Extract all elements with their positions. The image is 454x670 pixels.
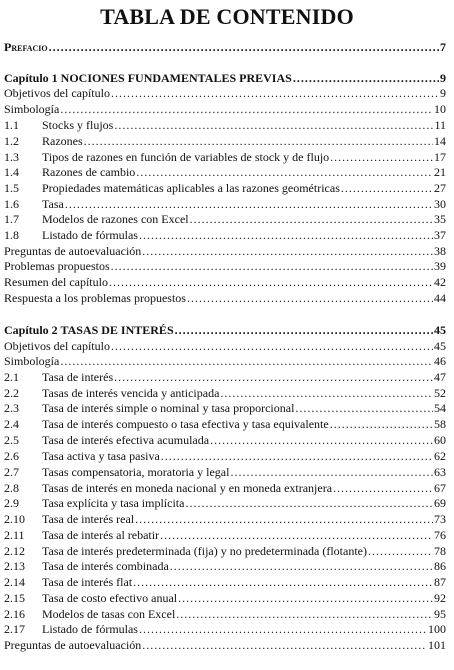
toc-section-1-3: [4, 150, 446, 165]
dot-leader: [109, 275, 433, 290]
page-number: 45: [434, 339, 446, 353]
entry-label: Listado de fórmulas: [42, 228, 138, 242]
dot-leader: [170, 559, 433, 574]
entry-label: Preguntas de autoevaluación: [4, 638, 142, 652]
toc-section-2-15: [4, 591, 446, 606]
page-number: 47: [434, 370, 446, 384]
dot-leader: [330, 150, 433, 165]
entry-label: Tasa de interés simple o nominal y tasa proporcional: [42, 401, 295, 415]
entry-label: Tasa de costo efectivo anual: [42, 591, 178, 605]
toc-section-2-10: [4, 512, 446, 527]
section-number: 2.14: [4, 575, 25, 589]
entry-label: Tasa de interés real: [42, 512, 135, 526]
section-number: 2.4: [4, 417, 19, 431]
section-number: 2.8: [4, 481, 19, 495]
toc-entry: [4, 244, 446, 259]
page-number: 52: [434, 386, 446, 400]
toc-section-2-16: [4, 607, 446, 622]
dot-leader: [176, 607, 433, 622]
page-number: 73: [434, 512, 446, 526]
dot-leader: [114, 118, 433, 133]
dot-leader: [220, 386, 433, 401]
dot-leader: [65, 197, 433, 212]
toc-entry: [4, 323, 446, 338]
entry-label: Tasa de interés: [42, 370, 114, 384]
page-number: 54: [434, 401, 446, 415]
page-number: 67: [434, 481, 446, 495]
dot-leader: [139, 228, 433, 243]
entry-label: Tasas de interés vencida y anticipada: [42, 386, 220, 400]
dot-leader: [161, 449, 433, 464]
entry-label: Modelos de razones con Excel: [42, 212, 189, 226]
page-number: 17: [434, 150, 446, 164]
toc-section-1-1: [4, 118, 446, 133]
entry-label: Tasa activa y tasa pasiva: [42, 449, 160, 463]
dot-leader: [175, 323, 433, 338]
toc-section-2-6: [4, 449, 446, 464]
toc-section-2-14: [4, 575, 446, 590]
section-number: 2.5: [4, 433, 19, 447]
page-number: 62: [434, 449, 446, 463]
entry-label: Razones de cambio: [42, 165, 136, 179]
dot-leader: [187, 291, 433, 306]
page-number: 27: [434, 181, 446, 195]
section-number: 1.3: [4, 150, 19, 164]
toc-section-2-2: [4, 386, 446, 401]
dot-leader: [230, 465, 433, 480]
toc-section-2-9: [4, 496, 446, 511]
page-number: 101: [428, 638, 446, 652]
section-number: 2.11: [4, 528, 25, 542]
page-number: 63: [434, 465, 446, 479]
dot-leader: [49, 40, 439, 55]
toc-section-1-7: [4, 212, 446, 227]
toc-section-2-13: [4, 559, 446, 574]
dot-leader: [368, 544, 433, 559]
dot-leader: [178, 591, 433, 606]
toc-entry: [4, 354, 446, 369]
entry-label: Tasa de interés predeterminada (fija) y no predeterminada (flotante): [42, 544, 368, 558]
page-number: 58: [434, 417, 446, 431]
entry-label: Resumen del capítulo: [4, 275, 108, 289]
dot-leader: [111, 259, 433, 274]
toc-entry: [4, 275, 446, 290]
page-number: 76: [434, 528, 446, 542]
section-number: 2.10: [4, 512, 25, 526]
toc-entry: [4, 291, 446, 306]
entry-label: Modelos de tasas con Excel: [42, 607, 176, 621]
toc-section-1-5: [4, 181, 446, 196]
page-number: 21: [434, 165, 446, 179]
page-number: 14: [434, 134, 446, 148]
toc-section-2-5: [4, 433, 446, 448]
dot-leader: [341, 181, 433, 196]
toc-entry: [4, 259, 446, 274]
section-number: 1.1: [4, 118, 19, 132]
entry-label: Capítulo 2 TASAS DE INTERÉS: [4, 323, 174, 337]
toc-entry: [4, 638, 446, 653]
toc-section-2-8: [4, 481, 446, 496]
page-number: 100: [428, 622, 446, 636]
page-number: 69: [434, 496, 446, 510]
section-number: 2.3: [4, 401, 19, 415]
dot-leader: [160, 528, 433, 543]
entry-label: Propiedades matemáticas aplicables a las razones geométricas: [42, 181, 340, 195]
section-number: 2.16: [4, 607, 25, 621]
dot-leader: [293, 71, 439, 86]
toc-entry: [4, 102, 446, 117]
toc-section-2-1: [4, 370, 446, 385]
entry-label: Simbología: [4, 102, 60, 116]
page-number: 46: [434, 354, 446, 368]
dot-leader: [185, 496, 433, 511]
section-number: 2.1: [4, 370, 19, 384]
toc-entry: [4, 71, 446, 86]
toc-section-1-2: [4, 134, 446, 149]
entry-label: Listado de fórmulas: [42, 622, 138, 636]
dot-leader: [111, 339, 433, 354]
page-number: 92: [434, 591, 446, 605]
entry-label: Respuesta a los problemas propuestos: [4, 291, 186, 305]
page-number: 37: [434, 228, 446, 242]
toc-section-2-17: [4, 622, 446, 637]
dot-leader: [135, 512, 433, 527]
section-number: 1.4: [4, 165, 19, 179]
section-number: 1.8: [4, 228, 19, 242]
toc-section-2-7: [4, 465, 446, 480]
dot-leader: [111, 86, 439, 101]
section-number: 2.9: [4, 496, 19, 510]
page-number: 87: [434, 575, 446, 589]
entry-label: Prefacio: [4, 40, 48, 54]
toc-entry: [4, 86, 446, 101]
dot-leader: [295, 401, 433, 416]
toc-section-1-4: [4, 165, 446, 180]
dot-leader: [190, 212, 433, 227]
page-title: TABLA DE CONTENIDO: [100, 4, 354, 29]
dot-leader: [330, 417, 433, 432]
toc-section-1-6: [4, 197, 446, 212]
section-number: 1.6: [4, 197, 19, 211]
dot-leader: [142, 244, 433, 259]
dot-leader: [142, 638, 427, 653]
section-number: 2.2: [4, 386, 19, 400]
page-number: 9: [440, 86, 446, 100]
dot-leader: [60, 354, 433, 369]
dot-leader: [84, 134, 433, 149]
page-number: 60: [434, 433, 446, 447]
toc-section-2-4: [4, 417, 446, 432]
dot-leader: [210, 433, 433, 448]
dot-leader: [133, 575, 433, 590]
page-number: 38: [434, 244, 446, 258]
section-number: 2.17: [4, 622, 25, 636]
page-number: 86: [434, 559, 446, 573]
entry-label: Tasa de interés combinada: [42, 559, 169, 573]
entry-label: Tasas de interés en moneda nacional y en moneda extranjera: [42, 481, 333, 495]
page-number: 7: [440, 40, 446, 54]
toc-section-2-12: [4, 544, 446, 559]
section-number: 1.5: [4, 181, 19, 195]
page-number: 44: [434, 291, 446, 305]
entry-label: Objetivos del capítulo: [4, 86, 110, 100]
section-number: 2.6: [4, 449, 19, 463]
section-number: 1.2: [4, 134, 19, 148]
dot-leader: [114, 370, 433, 385]
entry-label: Tasa: [42, 197, 64, 211]
page-number: 9: [440, 71, 446, 85]
page-number: 95: [434, 607, 446, 621]
entry-label: Tasa de interés efectiva acumulada: [42, 433, 210, 447]
toc-section-2-11: [4, 528, 446, 543]
section-number: 2.15: [4, 591, 25, 605]
entry-label: Objetivos del capítulo: [4, 339, 110, 353]
entry-label: Tasa de interés flat: [42, 575, 133, 589]
entry-label: Tasas compensatoria, moratoria y legal: [42, 465, 230, 479]
page-number: 78: [434, 544, 446, 558]
page-number: 30: [434, 197, 446, 211]
entry-label: Problemas propuestos: [4, 259, 110, 273]
toc-section-1-8: [4, 228, 446, 243]
page-number: 35: [434, 212, 446, 226]
page-number: 39: [434, 259, 446, 273]
entry-label: Razones: [42, 134, 83, 148]
section-number: 1.7: [4, 212, 19, 226]
section-number: 2.13: [4, 559, 25, 573]
page-number: 10: [434, 102, 446, 116]
section-number: 2.7: [4, 465, 19, 479]
entry-label: Preguntas de autoevaluación: [4, 244, 142, 258]
dot-leader: [136, 165, 433, 180]
page-number: 11: [434, 118, 446, 132]
entry-label: Tasa explícita y tasa implícita: [42, 496, 185, 510]
page-number: 45: [434, 323, 446, 337]
section-number: 2.12: [4, 544, 25, 558]
entry-label: Tasa de interés compuesto o tasa efectiva y tasa equivalente: [42, 417, 329, 431]
toc-entry: [4, 339, 446, 354]
dot-leader: [60, 102, 433, 117]
page-number: 42: [434, 275, 446, 289]
entry-label: Capítulo 1 NOCIONES FUNDAMENTALES PREVIAS: [4, 71, 292, 85]
toc-entry: [4, 40, 446, 55]
entry-label: Tipos de razones en función de variables de stock y de flujo: [42, 150, 330, 164]
dot-leader: [139, 622, 427, 637]
entry-label: Simbología: [4, 354, 60, 368]
entry-label: Tasa de interés al rebatir: [42, 528, 160, 542]
dot-leader: [333, 481, 433, 496]
entry-label: Stocks y flujos: [42, 118, 114, 132]
toc-section-2-3: [4, 401, 446, 416]
